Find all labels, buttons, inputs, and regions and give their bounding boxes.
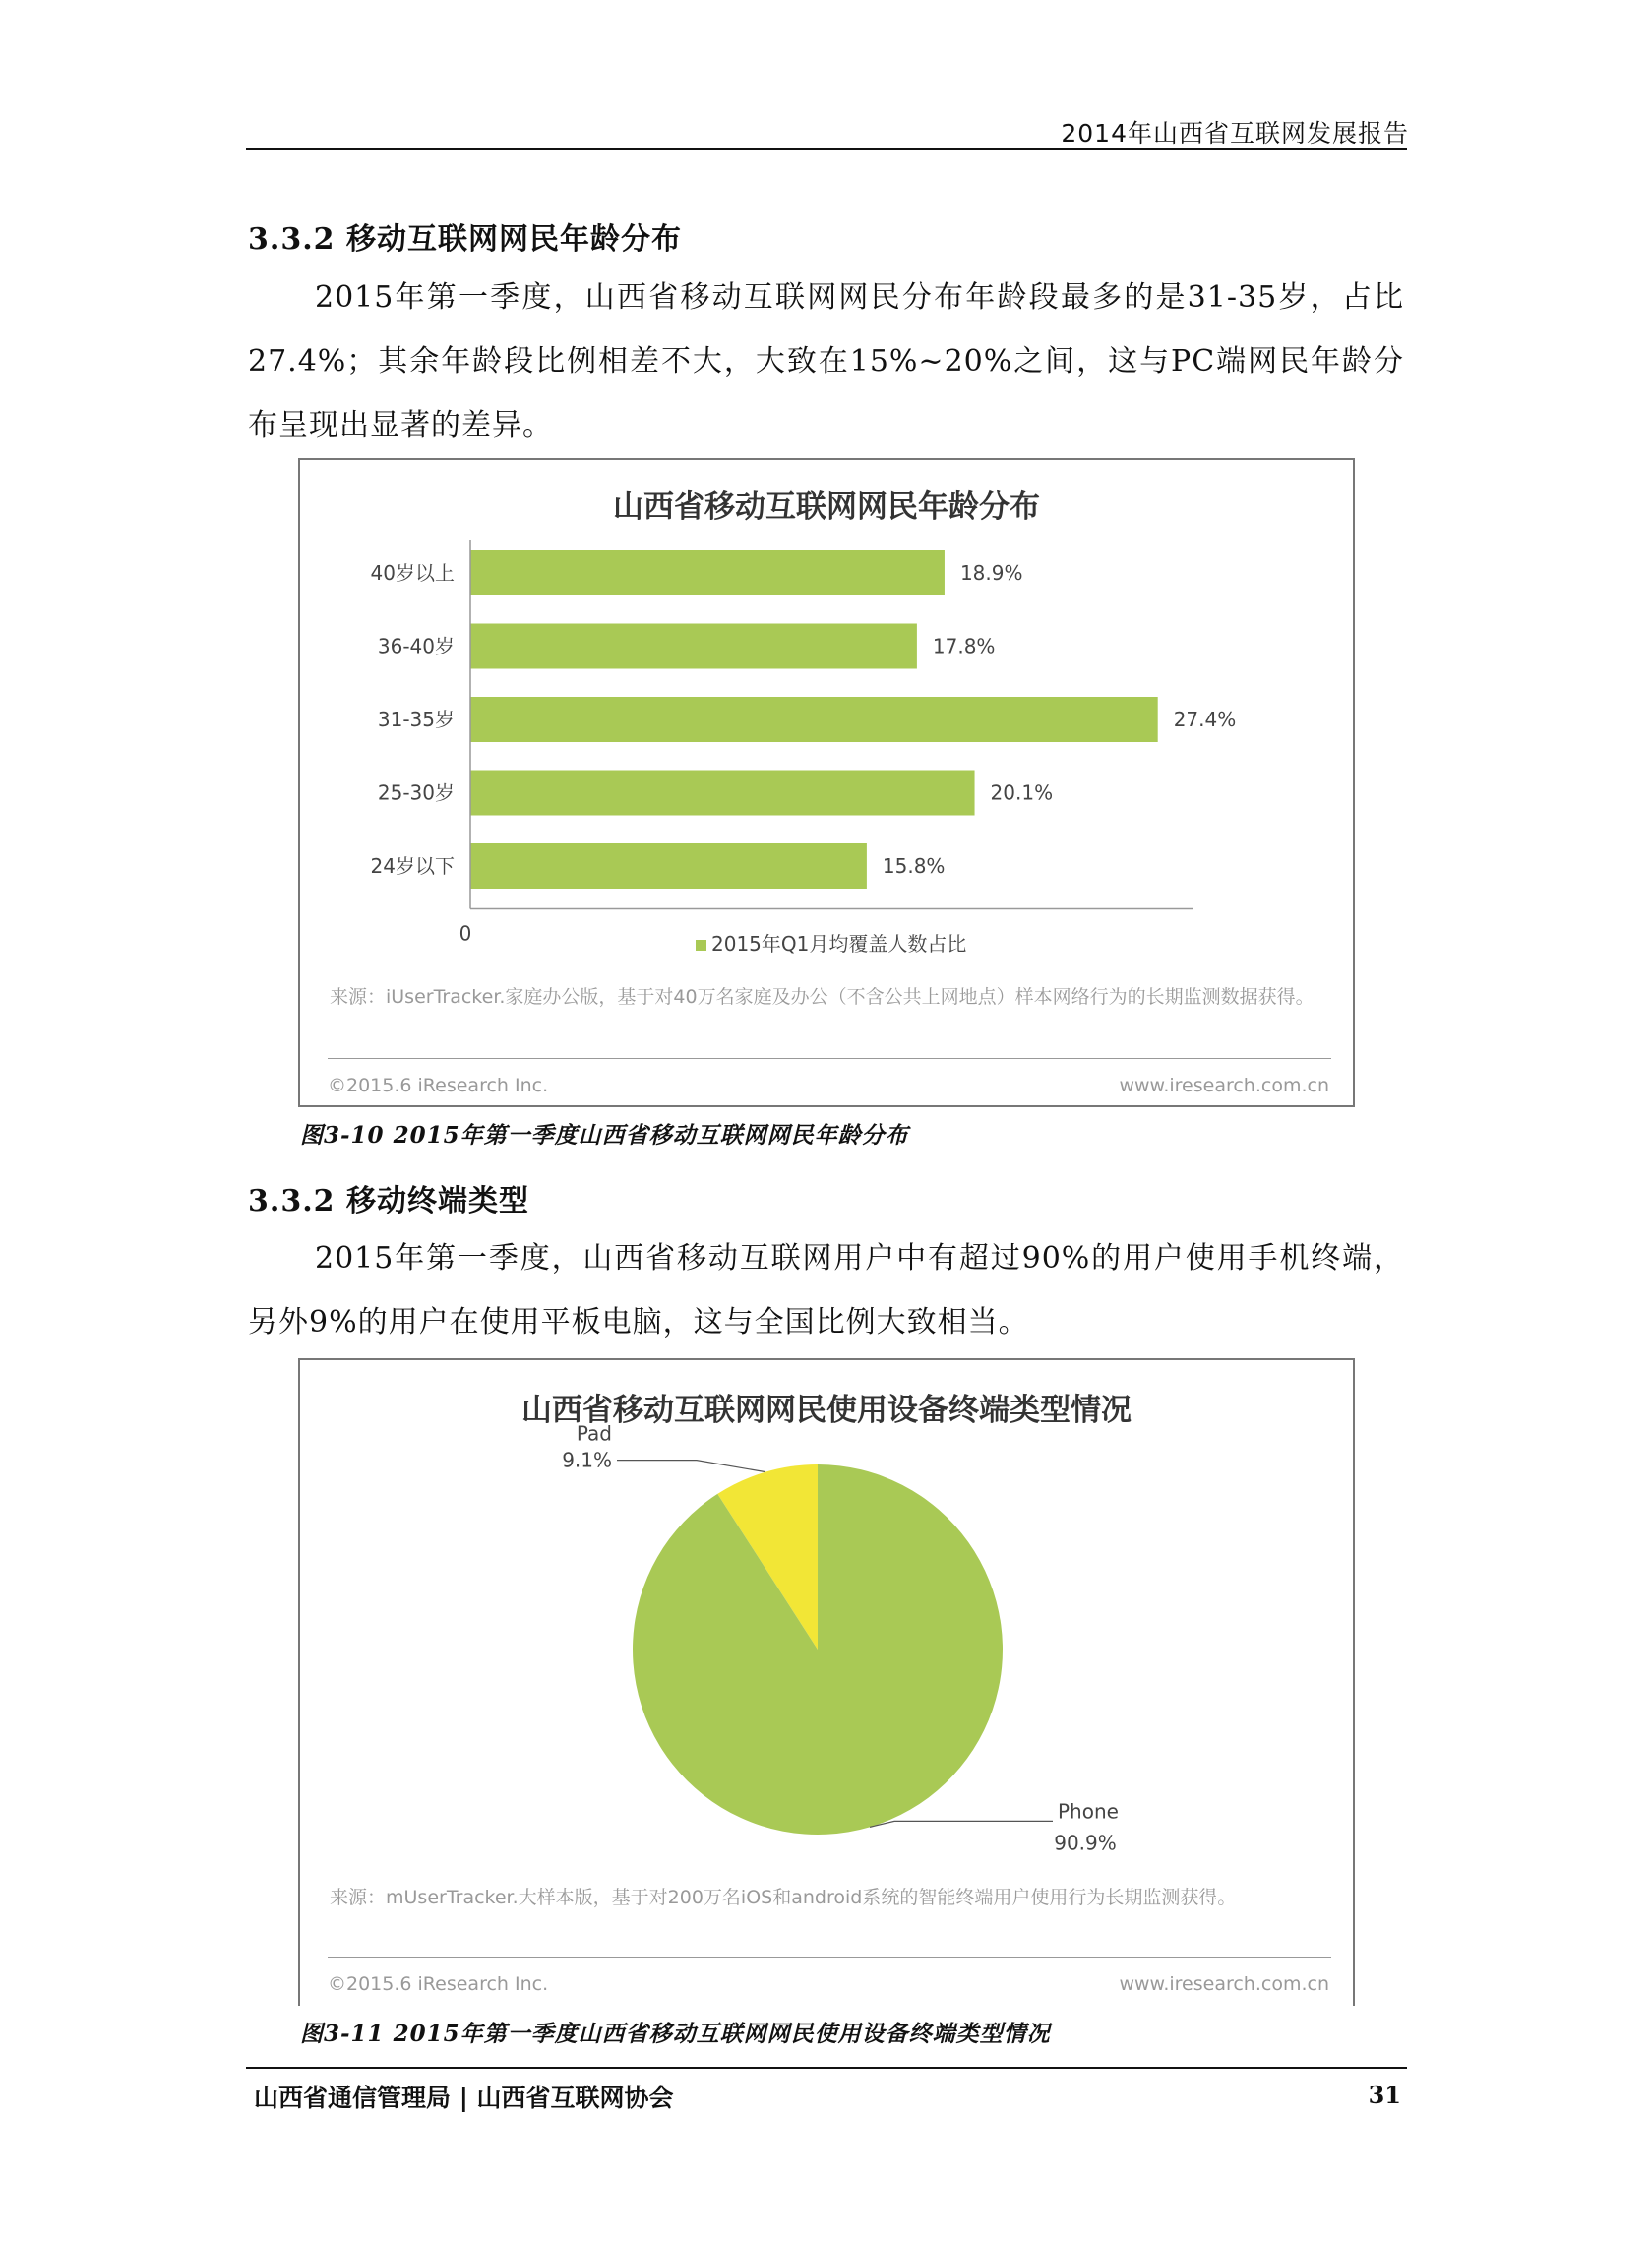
- category-label: 25-30岁: [377, 780, 455, 805]
- figure-caption-age: 图3-10 2015年第一季度山西省移动互联网网民年龄分布: [300, 1122, 909, 1149]
- footer-rule: [246, 2067, 1407, 2069]
- bar: [470, 624, 917, 669]
- bar: [470, 771, 975, 816]
- figure-device-chart: [298, 1358, 1355, 2006]
- paragraph-device: 2015年第一季度，山西省移动互联网用户中有超过90%的用户使用手机终端，另外9%的用户在使用平板电脑，这与全国比例大致相当。: [248, 1241, 1404, 1339]
- category-label: 31-35岁: [377, 708, 455, 731]
- chart-website: www.iresearch.com.cn: [1119, 1075, 1329, 1096]
- category-label: 24岁以下: [370, 854, 455, 878]
- chart-divider: [328, 1957, 1331, 1958]
- chart-copyright: ©2015.6 iResearch Inc.: [328, 1075, 549, 1096]
- value-label: 17.8%: [932, 634, 996, 658]
- figure-age-chart: [298, 458, 1355, 1107]
- figure-caption-device: 图3-11 2015年第一季度山西省移动互联网网民使用设备终端类型情况: [300, 2021, 1051, 2047]
- page-number: 31: [1368, 2081, 1401, 2109]
- footer-organizations: 山西省通信管理局 | 山西省互联网协会: [254, 2084, 674, 2112]
- running-header: 2014年山西省互联网发展报告: [1061, 119, 1409, 148]
- section-heading-age: 3.3.2 移动互联网网民年龄分布: [248, 222, 682, 257]
- slice-value-label: 9.1%: [562, 1448, 612, 1472]
- paragraph-age: 2015年第一季度，山西省移动互联网网民分布年龄段最多的是31-35岁，占比27.4%；其余年龄段比例相差不大，大致在15%~20%之间，这与PC端网民年龄分布呈现出显著的差异。: [248, 280, 1404, 443]
- chart-divider: [328, 1058, 1331, 1059]
- legend-label: 2015年Q1月均覆盖人数占比: [711, 932, 967, 956]
- bar: [470, 550, 945, 595]
- x-tick-label: 0: [459, 921, 472, 946]
- leader-line: [870, 1821, 1053, 1827]
- legend-swatch: [696, 940, 706, 951]
- value-label: 20.1%: [990, 780, 1054, 805]
- category-label: 36-40岁: [377, 634, 455, 658]
- header-rule: [246, 148, 1407, 150]
- value-label: 18.9%: [959, 561, 1023, 585]
- value-label: 27.4%: [1173, 708, 1237, 731]
- chart-copyright: ©2015.6 iResearch Inc.: [328, 1973, 549, 1995]
- pie-slice-phone: [633, 1464, 1003, 1835]
- chart-title-device: 山西省移动互联网网民使用设备终端类型情况: [521, 1393, 1132, 1428]
- value-label: 15.8%: [882, 854, 946, 878]
- bar: [470, 697, 1158, 742]
- bar: [470, 843, 867, 889]
- slice-name-label: Pad: [576, 1421, 612, 1446]
- chart-source-device: 来源：mUserTracker.大样本版，基于对200万名iOS和android系统的智能终端用户使用行为长期监测获得。: [330, 1887, 1237, 1908]
- slice-name-label: Phone: [1058, 1799, 1119, 1824]
- leader-line: [617, 1461, 765, 1472]
- slice-value-label: 90.9%: [1054, 1831, 1117, 1855]
- category-label: 40岁以上: [370, 561, 455, 585]
- chart-website: www.iresearch.com.cn: [1119, 1973, 1329, 1995]
- chart-source-age: 来源：iUserTracker.家庭办公版，基于对40万名家庭及办公（不含公共上网地点）样本网络行为的长期监测数据获得。: [330, 986, 1315, 1008]
- section-heading-device: 3.3.2 移动终端类型: [248, 1184, 529, 1218]
- chart-title-age: 山西省移动互联网网民年龄分布: [613, 489, 1040, 525]
